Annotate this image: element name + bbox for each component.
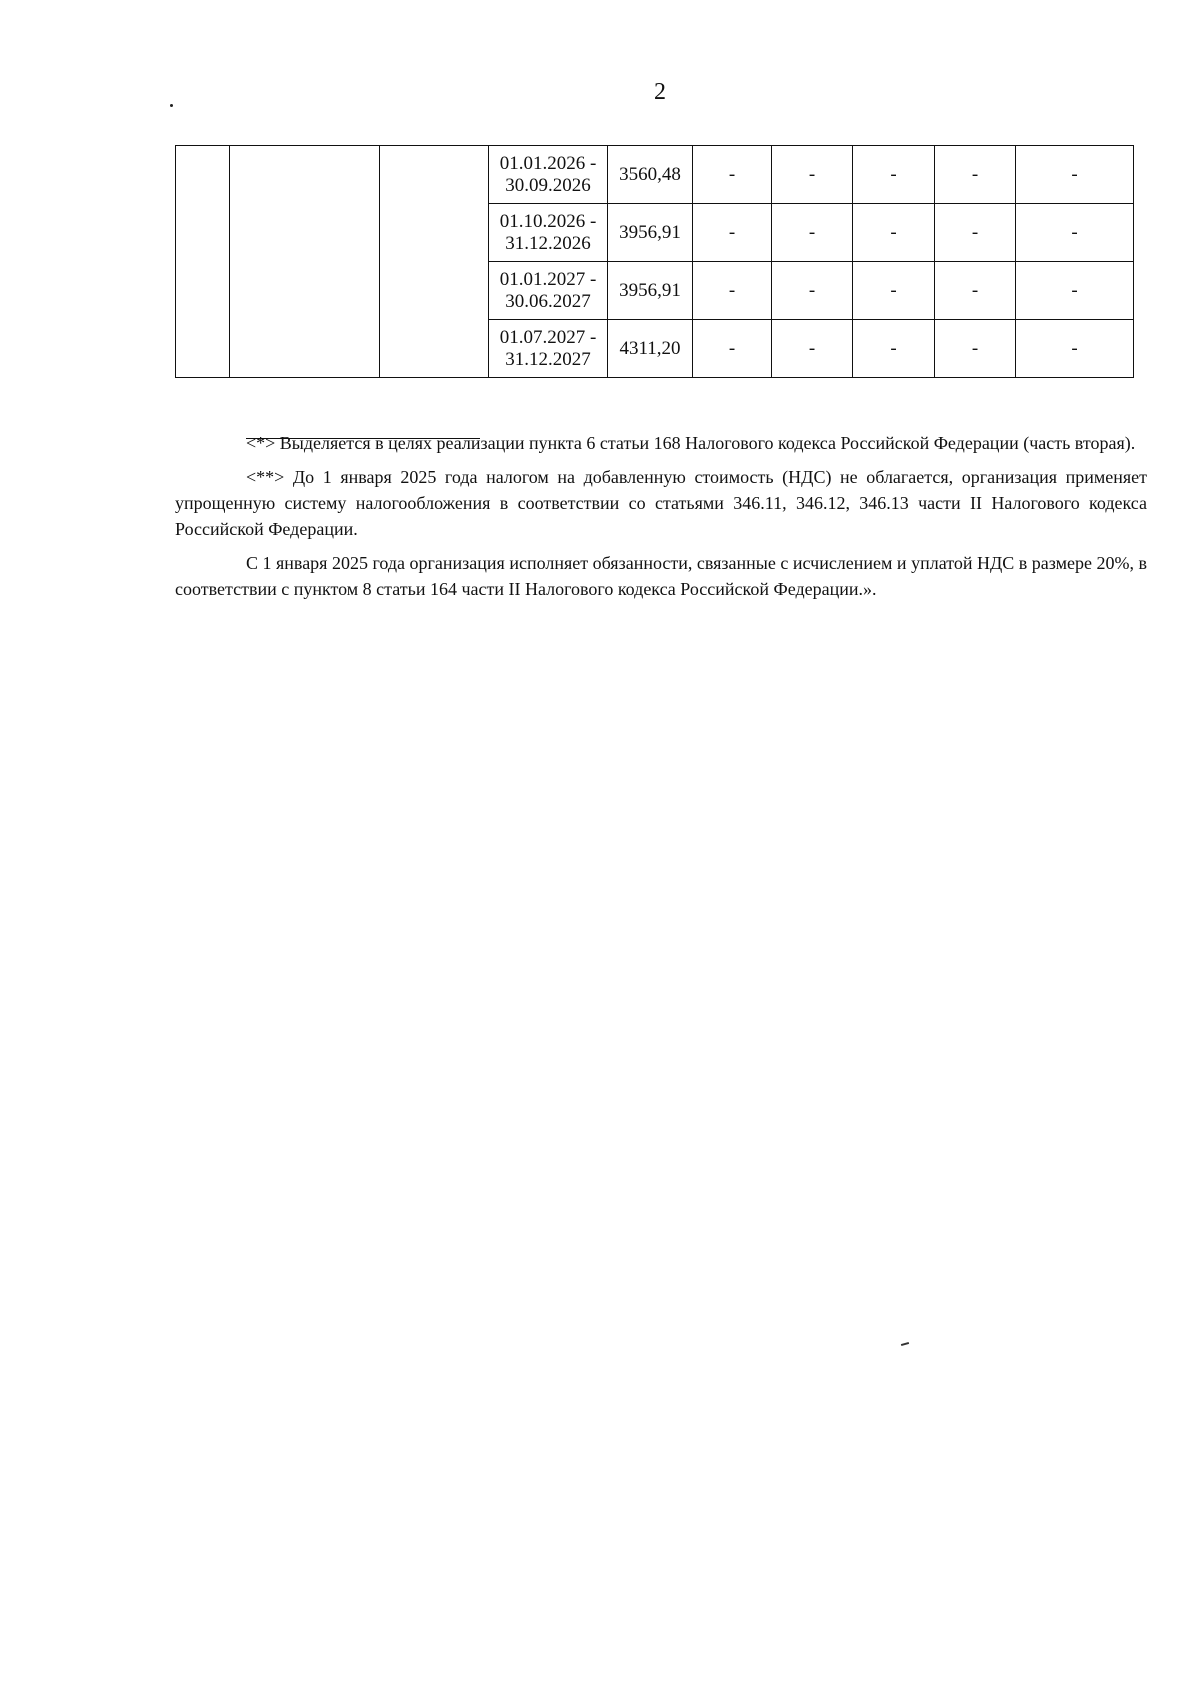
period-cell	[489, 204, 608, 262]
period-start: 01.10.2026 -	[499, 210, 597, 232]
period-cell	[489, 320, 608, 378]
tariff-table	[175, 145, 1134, 378]
table-row	[176, 146, 1134, 204]
dash-cell: -	[693, 262, 772, 320]
footnotes	[175, 430, 1147, 602]
merged-cell-number	[176, 146, 230, 378]
footnote-1: <*> Выделяется в целях реализации пункта 6 статьи 168 Налогового кодекса Российской Федерации (часть вторая).	[246, 433, 1136, 453]
period-cell	[489, 146, 608, 204]
rate-cell: 3560,48	[608, 146, 693, 204]
dash-cell: -	[1016, 320, 1134, 378]
period-end: 30.09.2026	[505, 174, 591, 196]
dash-cell: -	[935, 204, 1016, 262]
dash-cell: -	[853, 262, 935, 320]
period-end: 31.12.2027	[505, 348, 591, 370]
dash-cell: -	[935, 262, 1016, 320]
dash-cell: -	[772, 146, 853, 204]
dash-cell: -	[853, 146, 935, 204]
dash-cell: -	[853, 204, 935, 262]
period-end: 31.12.2026	[505, 232, 591, 254]
dash-cell: -	[772, 320, 853, 378]
scan-artifact-mark	[901, 1342, 909, 1346]
dash-cell: -	[935, 146, 1016, 204]
dash-cell: -	[1016, 204, 1134, 262]
scan-artifact-dot	[170, 104, 173, 107]
merged-cell-organization	[230, 146, 380, 378]
period-start: 01.07.2027 -	[499, 326, 597, 348]
dash-cell: -	[1016, 262, 1134, 320]
dash-cell: -	[693, 146, 772, 204]
footnote-3: С 1 января 2025 года организация исполняет обязанности, связанные с исчислением и уплатой НДС в размере 20%, в соответствии с пунктом 8 статьи 164 части II Налогового кодекса Российской Федерации.».	[175, 553, 1147, 599]
page-number: 2	[654, 79, 666, 105]
period-start: 01.01.2026 -	[499, 152, 597, 174]
dash-cell: -	[1016, 146, 1134, 204]
merged-cell-category	[380, 146, 489, 378]
dash-cell: -	[853, 320, 935, 378]
period-start: 01.01.2027 -	[499, 268, 597, 290]
dash-cell: -	[693, 320, 772, 378]
dash-cell: -	[772, 262, 853, 320]
dash-cell: -	[772, 204, 853, 262]
rate-cell: 3956,91	[608, 262, 693, 320]
period-end: 30.06.2027	[505, 290, 591, 312]
period-cell	[489, 262, 608, 320]
dash-cell: -	[935, 320, 1016, 378]
footnote-2: <**> До 1 января 2025 года налогом на добавленную стоимость (НДС) не облагается, организация применяет упрощенную систему налогообложения в соответствии со статьями 346.11, 346.12, 346.13 части II Налогового кодекса Российской Федерации.	[175, 467, 1147, 539]
dash-cell: -	[693, 204, 772, 262]
rate-cell: 3956,91	[608, 204, 693, 262]
rate-cell: 4311,20	[608, 320, 693, 378]
